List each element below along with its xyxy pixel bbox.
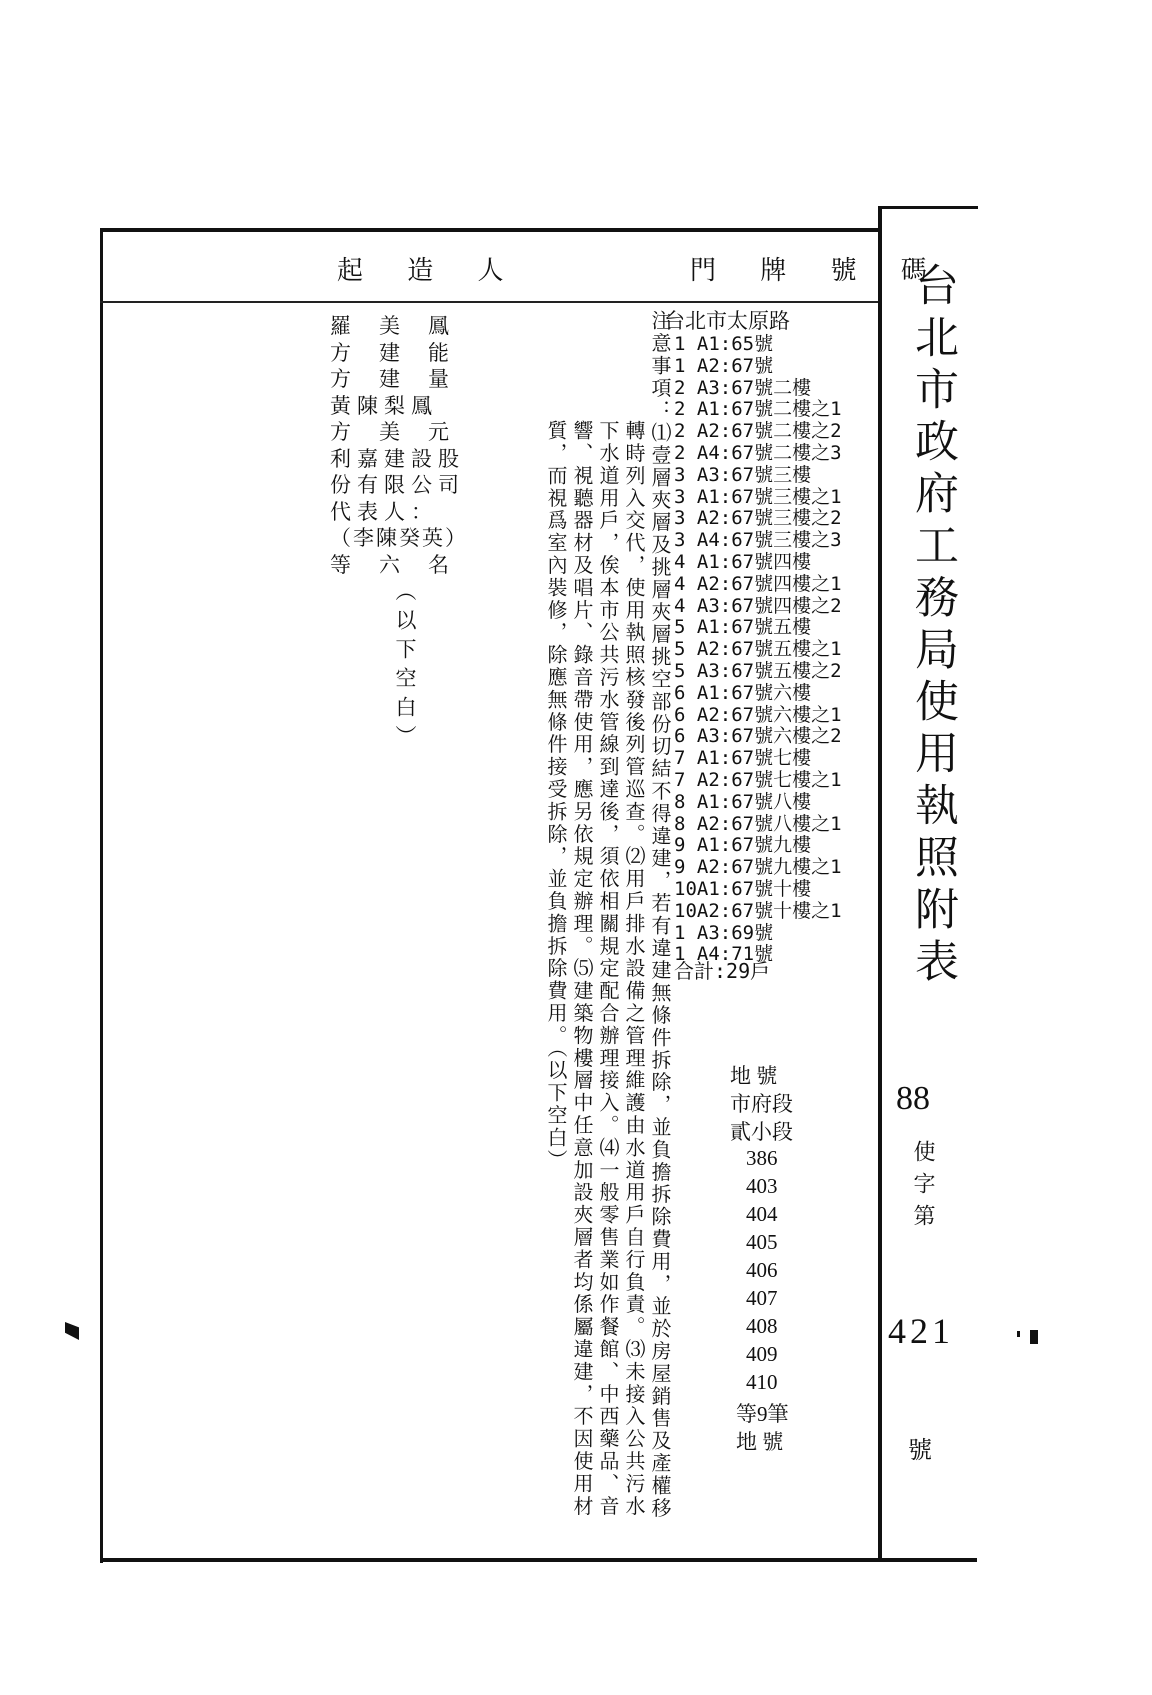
frame-left-border	[100, 228, 103, 1563]
address-unit: 6 A3:67號六樓之2	[674, 725, 842, 748]
lot-list	[730, 1060, 840, 1480]
address-unit: 5 A3:67號五樓之2	[674, 660, 842, 682]
header-builder: 起 造 人	[337, 256, 522, 286]
address-unit: 5 A2:67號五樓之1	[674, 638, 842, 661]
frame-bottom-border	[100, 1558, 977, 1562]
permit-prefix: 使字第	[911, 1140, 936, 1236]
builder-line: 方建能	[330, 340, 477, 365]
note-column: 質，而視爲室內裝修，除應無條件接受拆除，並負擔拆除費用。（以下空白）	[544, 420, 568, 1172]
address-unit: 3 A3:67號三樓	[674, 463, 812, 486]
note-column: 轉時列入交代，使用執照核發後列管巡查。⑵用戶排水設備之管理維護由水道用戶自行負責。⑶未接入公共污水	[622, 420, 646, 1518]
builder-line: 份有限公司	[330, 473, 465, 497]
address-unit: 2 A3:67號二樓	[674, 376, 812, 399]
note-column: 響、視聽器材及唱片、錄音帶使用，應另依規定辦理。⑸建築物樓層中任意加設夾層者均係屬違建，不因使用材	[570, 420, 594, 1518]
builder-line: 代表人：	[330, 499, 438, 524]
scan-mark	[65, 1322, 79, 1340]
lot-heading: 地 號	[730, 1064, 778, 1088]
lot-number: 405	[746, 1230, 778, 1254]
builder-line: 方美元	[330, 420, 477, 444]
address-unit: 2 A1:67號二樓之1	[674, 398, 842, 421]
frame-top-border	[100, 228, 880, 232]
address-unit: 10A2:67號十樓之1	[674, 899, 842, 922]
header-door-number: 門 牌 號 碼	[690, 256, 945, 286]
lot-subsection: 貳小段	[730, 1120, 793, 1144]
header-divider	[100, 301, 878, 303]
lot-number: 386	[746, 1146, 778, 1170]
address-unit: 10A1:67號十樓	[674, 878, 812, 900]
builder-line: 方建量	[330, 367, 477, 391]
address-unit: 7 A2:67號七樓之1	[674, 769, 842, 791]
builder-line: 等六名	[330, 552, 477, 577]
address-unit: 4 A3:67號四樓之2	[674, 594, 842, 617]
address-unit: 2 A4:67號二樓之3	[674, 442, 842, 464]
note-column: 下水道用戶，俟本市公共污水管線到達後，須依相關規定配合辦理接入。⑷一般零售業如作餐館、中西藥品、音	[596, 420, 620, 1518]
note-column: 注意事項：⑴壹層夾層及挑層夾層挑空部份切結不得違建，若有違建無條件拆除，並負擔拆除費用，並於房屋銷售及產權移	[648, 310, 672, 1520]
address-unit: 7 A1:67號七樓	[674, 747, 812, 770]
address-unit: 1 A2:67號	[674, 354, 774, 377]
permit-number: 421	[888, 1311, 954, 1351]
address-unit-list	[674, 329, 874, 969]
address-unit: 1 A1:65號	[674, 333, 774, 355]
address-unit: 3 A1:67號三樓之1	[674, 485, 842, 508]
lot-footer: 地 號	[736, 1430, 784, 1454]
address-unit: 2 A2:67號二樓之2	[674, 420, 842, 443]
lot-count: 等9筆	[736, 1402, 789, 1426]
address-unit: 3 A2:67號三樓之2	[674, 507, 842, 530]
address-unit: 4 A1:67號四樓	[674, 551, 812, 573]
notes-section	[505, 310, 672, 1540]
scan-mark	[1030, 1330, 1038, 1344]
scan-mark	[1017, 1331, 1020, 1337]
lot-number: 406	[746, 1258, 778, 1282]
document-title: 台北市政府工務局使用執照附表	[907, 262, 958, 990]
address-unit: 1 A3:69號	[674, 921, 774, 944]
address-street: 台北市太原路	[664, 309, 790, 333]
address-unit: 9 A1:67號九樓	[674, 834, 812, 857]
address-unit: 6 A2:67號六樓之1	[674, 703, 842, 726]
address-unit: 1 A4:71號	[674, 943, 774, 966]
lot-section: 市府段	[730, 1092, 793, 1116]
lot-number: 404	[746, 1202, 778, 1226]
address-unit: 9 A2:67號九樓之1	[674, 856, 842, 879]
builder-line: 羅美鳳	[330, 314, 477, 338]
address-unit: 3 A4:67號三樓之3	[674, 529, 842, 552]
address-total: 合計:29戶	[674, 959, 771, 983]
permit-year: 88	[896, 1080, 930, 1117]
address-unit: 5 A1:67號五樓	[674, 616, 812, 639]
lot-number: 403	[746, 1174, 778, 1198]
address-unit: 8 A2:67號八樓之1	[674, 812, 842, 835]
permit-suffix: 號	[908, 1438, 932, 1464]
address-unit: 8 A1:67號八樓	[674, 790, 812, 813]
lot-number: 409	[746, 1342, 778, 1366]
builder-line: （李陳癸英）	[330, 526, 468, 550]
address-unit: 4 A2:67號四樓之1	[674, 572, 842, 595]
builder-list	[330, 310, 490, 810]
address-unit: 6 A1:67號六樓	[674, 681, 812, 704]
frame-title-divider	[878, 206, 882, 1560]
lot-number: 408	[746, 1314, 778, 1338]
frame-title-top	[878, 206, 978, 209]
lot-number: 410	[746, 1370, 778, 1394]
lot-number: 407	[746, 1286, 778, 1310]
builder-line: 黃陳梨鳳	[330, 393, 438, 418]
builder-line: （以下空白）	[393, 580, 417, 754]
builder-line: 利嘉建設股	[330, 446, 465, 471]
